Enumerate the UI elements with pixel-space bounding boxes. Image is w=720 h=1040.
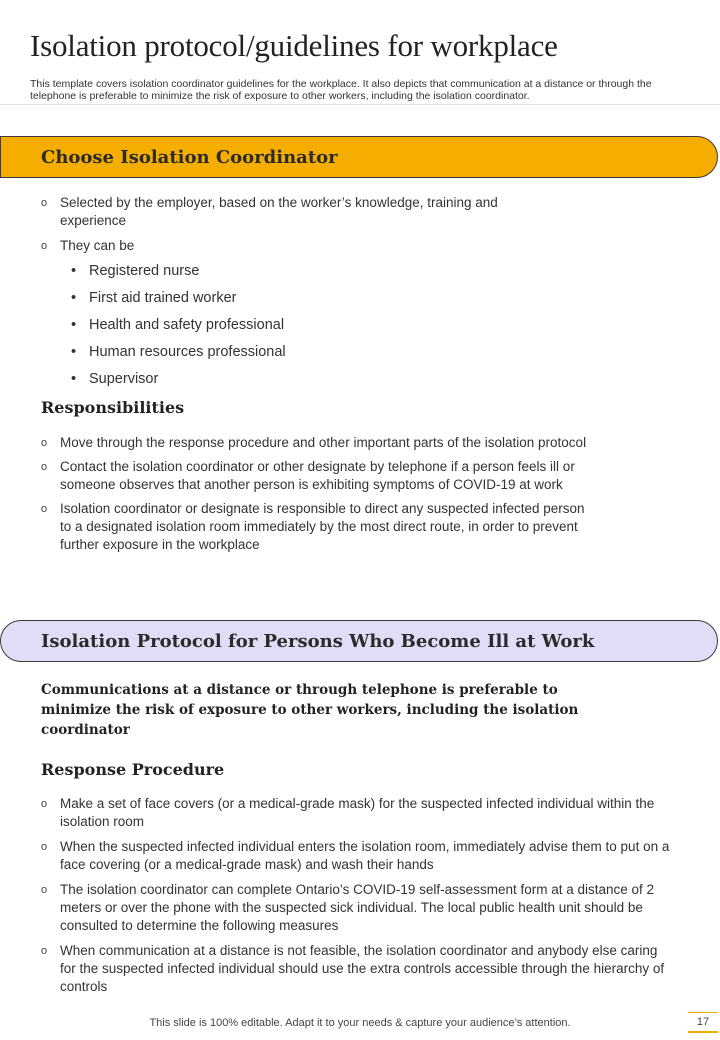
list-item: o Selected by the employer, based on the worker’s knowledge, training and experience xyxy=(41,195,498,228)
bullet-icon: • xyxy=(71,317,77,333)
bullet-icon: • xyxy=(71,290,77,306)
section-banner-title: Isolation Protocol for Persons Who Become Ill at Work xyxy=(41,631,595,652)
circle-bullet-icon: o xyxy=(41,240,48,252)
list-item: • Supervisor xyxy=(0,366,560,393)
list-item: o Contact the isolation coordinator or other designate by telephone if a person feels ill or someone observes that another person is exhibiting symptoms of COVID-19 at work xyxy=(41,459,575,492)
list-item: o When communication at a distance is not feasible, the isolation coordinator and anybody else caring for the suspected infected individual should use the extra controls accessible through the hierarchy of controls xyxy=(41,943,665,994)
circle-bullet-icon: o xyxy=(41,461,48,473)
page-number: 17 xyxy=(688,1013,718,1033)
list-item: • Health and safety professional xyxy=(0,312,560,339)
page-subtitle: This template covers isolation coordinator guidelines for the workplace. It also depicts that communication at a distance or through the telephone is preferable to minimize the risk of exposure to other workers, including the isolation coordinator. xyxy=(30,78,652,102)
circle-bullet-icon: o xyxy=(41,798,48,810)
list-item: o Move through the response procedure and other important parts of the isolation protocol xyxy=(41,435,587,450)
circle-bullet-icon: o xyxy=(41,197,48,209)
list-item: o When the suspected infected individual enters the isolation room, immediately advise them to put on a face covering (or a medical-grade mask) and wash their hands xyxy=(41,839,670,872)
communication-note: Communications at a distance or through telephone is preferable to minimize the risk of exposure to other workers, including the isolation coordinator xyxy=(41,682,579,738)
page-title: Isolation protocol/guidelines for workplace xyxy=(30,28,558,63)
circle-bullet-icon: o xyxy=(41,945,48,957)
response-procedure-heading: Response Procedure xyxy=(41,760,225,779)
bullet-icon: • xyxy=(71,344,77,360)
list-item: o They can be xyxy=(41,238,135,253)
bullet-icon: • xyxy=(71,263,77,279)
circle-bullet-icon: o xyxy=(41,841,48,853)
header-divider xyxy=(0,104,720,105)
list-item: • Human resources professional xyxy=(0,339,560,366)
section-banner-isolation-protocol xyxy=(0,620,718,662)
coordinator-roles-list xyxy=(0,258,560,393)
section-banner-choose-coordinator xyxy=(0,136,718,178)
footer-note: This slide is 100% editable. Adapt it to your needs & capture your audience’s attention. xyxy=(149,1017,571,1029)
list-item: • First aid trained worker xyxy=(0,285,560,312)
circle-bullet-icon: o xyxy=(41,437,48,449)
circle-bullet-icon: o xyxy=(41,503,48,515)
coordinator-criteria-list xyxy=(30,194,560,255)
section-banner-title: Choose Isolation Coordinator xyxy=(41,147,338,168)
responsibilities-heading: Responsibilities xyxy=(41,398,185,417)
response-procedure-list xyxy=(30,795,670,996)
list-item: o The isolation coordinator can complete Ontario’s COVID-19 self-assessment form at a distance of 2 meters or over the phone with the suspected sick individual. The local public health unit should be consulted to determine the following measures xyxy=(41,882,655,933)
circle-bullet-icon: o xyxy=(41,884,48,896)
list-item: o Isolation coordinator or designate is responsible to direct any suspected infected person to a designated isolation room immediately by the most direct route, in order to prevent further exposure in the workplace xyxy=(41,501,585,552)
list-item: • Registered nurse xyxy=(0,258,560,285)
list-item: o Make a set of face covers (or a medical-grade mask) for the suspected infected individual within the isolation room xyxy=(41,796,655,829)
responsibilities-list xyxy=(30,434,590,554)
bullet-icon: • xyxy=(71,371,77,387)
